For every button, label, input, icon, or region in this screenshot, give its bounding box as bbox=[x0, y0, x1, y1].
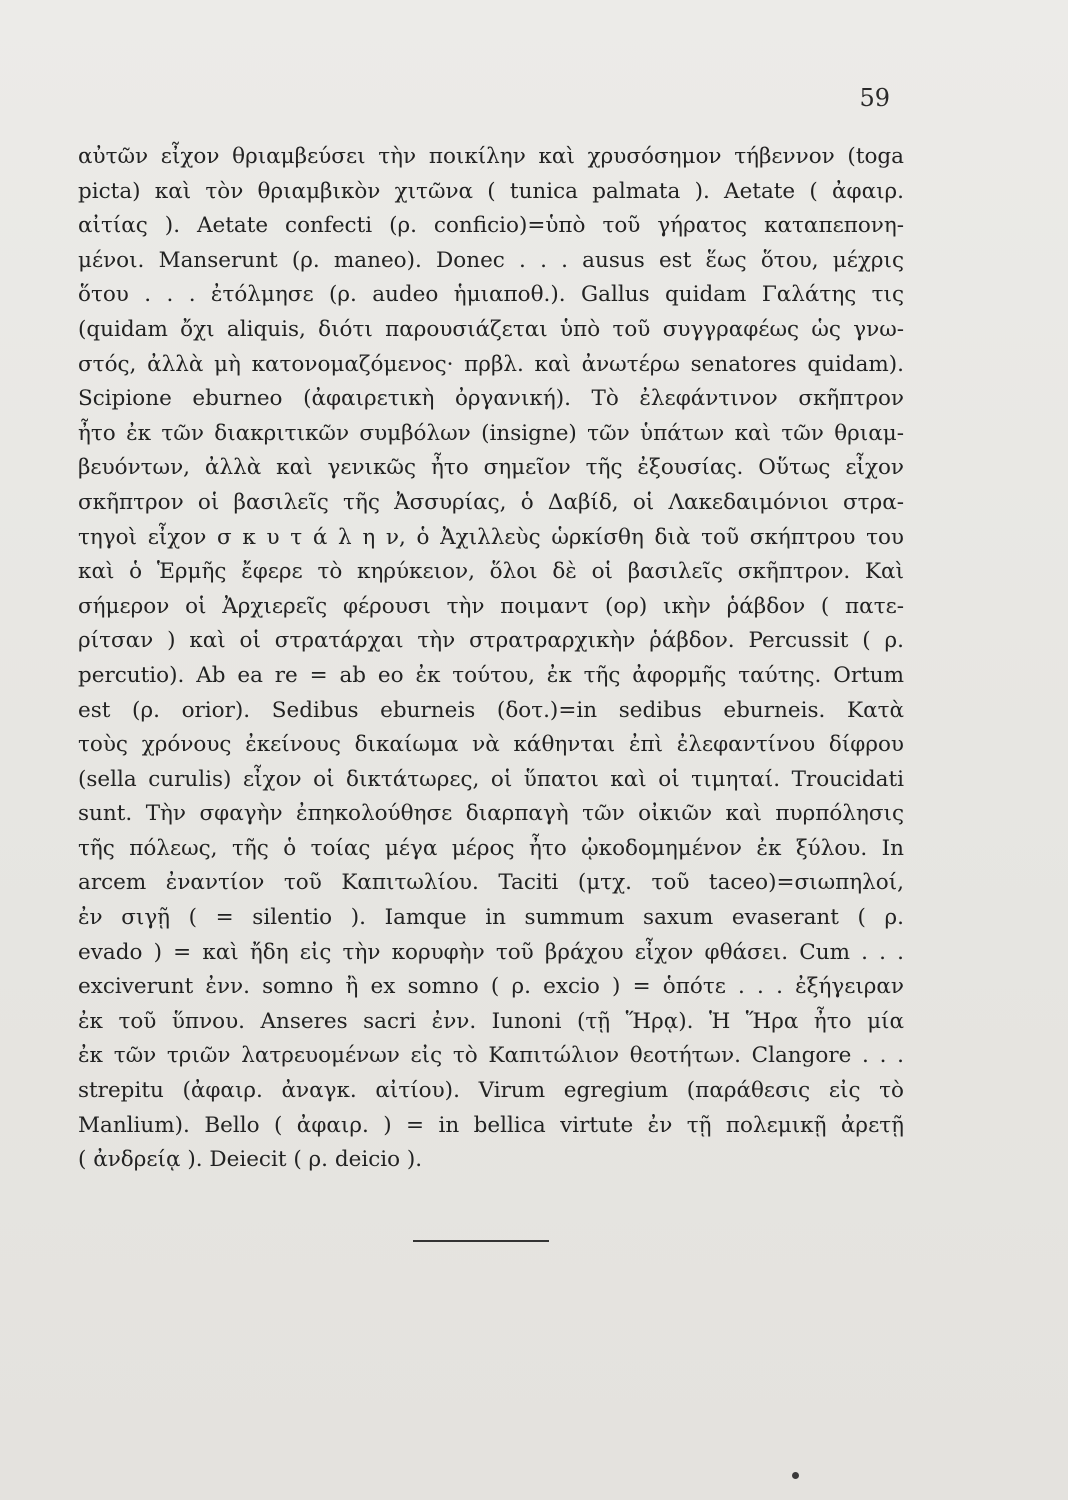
text-line: (sella curulis) εἶχον οἱ δικτάτωρες, οἱ ὕπατοι καὶ οἱ τιμηταί. Troucidati bbox=[78, 766, 904, 792]
text-line: percutio). Ab ea re = ab eo ἐκ τούτου, ἐκ τῆς ἀφορμῆς ταύτης. Ortum bbox=[78, 662, 904, 688]
text-line: Manlium). Bello ( ἀφαιρ. ) = in bellica virtute ἐν τῇ πολεμικῇ ἀρετῇ bbox=[78, 1112, 904, 1138]
text-line: picta) καὶ τὸν θριαμβικὸν χιτῶνα ( tunica palmata ). Aetate ( ἀφαιρ. bbox=[78, 178, 904, 204]
text-line: Scipione eburneo (ἀφαιρετικὴ ὀργανική). Τὸ ἐλεφάντινον σκῆπτρον bbox=[78, 386, 904, 412]
text-line: est (ρ. orior). Sedibus eburneis (δοτ.)=in sedibus eburneis. Κατὰ bbox=[78, 697, 904, 723]
text-line: ρίτσαν ) καὶ οἱ στρατάρχαι τὴν στρατραρχικὴν ῥάβδον. Percussit ( ρ. bbox=[78, 628, 904, 654]
text-line: τηγοὶ εἶχον σ κ υ τ ά λ η ν, ὁ Ἀχιλλεὺς ὡρκίσθη διὰ τοῦ σκήπτρου του bbox=[78, 524, 904, 550]
text-line: μένοι. Manserunt (ρ. maneo). Donec . . . ausus est ἕως ὅτου, μέχρις bbox=[78, 247, 904, 273]
text-line: αἰτίας ). Aetate confecti (ρ. conficio)=ὑπὸ τοῦ γήρατος καταπεπονη- bbox=[78, 213, 904, 239]
body-text bbox=[78, 140, 904, 1178]
text-line: ἐκ τοῦ ὕπνου. Anseres sacri ἐνν. Iunoni (τῇ Ἥρᾳ). Ἡ Ἥρα ἦτο μία bbox=[78, 1008, 904, 1034]
text-line: (quidam ὄχι aliquis, διότι παρουσιάζεται ὑπὸ τοῦ συγγραφέως ὡς γνω- bbox=[78, 316, 904, 342]
text-line: evado ) = καὶ ἤδη εἰς τὴν κορυφὴν τοῦ βράχου εἶχον φθάσει. Cum . . . bbox=[78, 939, 904, 965]
text-line-last: ( ἀνδρείᾳ ). Deiecit ( ρ. deicio ). bbox=[78, 1147, 423, 1173]
text-line: σκῆπτρον οἱ βασιλεῖς τῆς Ἀσσυρίας, ὁ Δαβίδ, οἱ Λακεδαιμόνιοι στρα- bbox=[78, 489, 904, 515]
text-line: τῆς πόλεως, τῆς ὁ τοίας μέγα μέρος ἦτο ᾠκοδομημένον ἐκ ξύλου. In bbox=[78, 835, 904, 861]
text-line: βευόντων, ἀλλὰ καὶ γενικῶς ἦτο σημεῖον τῆς ἐξουσίας. Οὕτως εἶχον bbox=[78, 455, 904, 481]
text-line: strepitu (ἀφαιρ. ἀναγκ. αἰτίου). Virum egregium (παράθεσις εἰς τὸ bbox=[78, 1078, 904, 1104]
end-rule-divider bbox=[413, 1240, 549, 1242]
text-line: στός, ἀλλὰ μὴ κατονομαζόμενος· πρβλ. καὶ ἀνωτέρω senatores quidam). bbox=[78, 351, 904, 377]
text-line: ἐκ τῶν τριῶν λατρευομένων εἰς τὸ Καπιτώλιον θεοτήτων. Clangore . . . bbox=[78, 1043, 904, 1069]
text-line: ἦτο ἐκ τῶν διακριτικῶν συμβόλων (insigne) τῶν ὑπάτων καὶ τῶν θριαμ- bbox=[78, 420, 904, 446]
text-line: σήμερον οἱ Ἀρχιερεῖς φέρουσι τὴν ποιμαντ (ορ) ικὴν ῥάβδον ( πατε- bbox=[78, 593, 904, 619]
text-line: ὅτου . . . ἐτόλμησε (ρ. audeo ἡμιαποθ.). Gallus quidam Γαλάτης τις bbox=[78, 282, 904, 308]
text-line: arcem ἐναντίον τοῦ Καπιτωλίου. Taciti (μτχ. τοῦ taceo)=σιωπηλοί, bbox=[78, 870, 904, 896]
print-speck bbox=[792, 1472, 799, 1479]
text-line: ἐν σιγῇ ( = silentio ). Iamque in summum saxum evaserant ( ρ. bbox=[78, 905, 904, 931]
text-line: καὶ ὁ Ἑρμῆς ἔφερε τὸ κηρύκειον, ὅλοι δὲ οἱ βασιλεῖς σκῆπτρον. Καὶ bbox=[78, 559, 904, 585]
text-line: τοὺς χρόνους ἐκείνους δικαίωμα νὰ κάθηνται ἐπὶ ἐλεφαντίνου δίφρου bbox=[78, 732, 904, 758]
page-number: 59 bbox=[859, 84, 890, 112]
text-line: αὐτῶν εἶχον θριαμβεύσει τὴν ποικίλην καὶ χρυσόσημον τήβεννον (toga bbox=[78, 144, 904, 169]
text-line: exciverunt ἐνν. somno ἢ ex somno ( ρ. excio ) = ὁπότε . . . ἐξήγειραν bbox=[78, 974, 904, 1000]
text-line: sunt. Τὴν σφαγὴν ἐπηκολούθησε διαρπαγὴ τῶν οἰκιῶν καὶ πυρπόλησις bbox=[78, 801, 904, 827]
